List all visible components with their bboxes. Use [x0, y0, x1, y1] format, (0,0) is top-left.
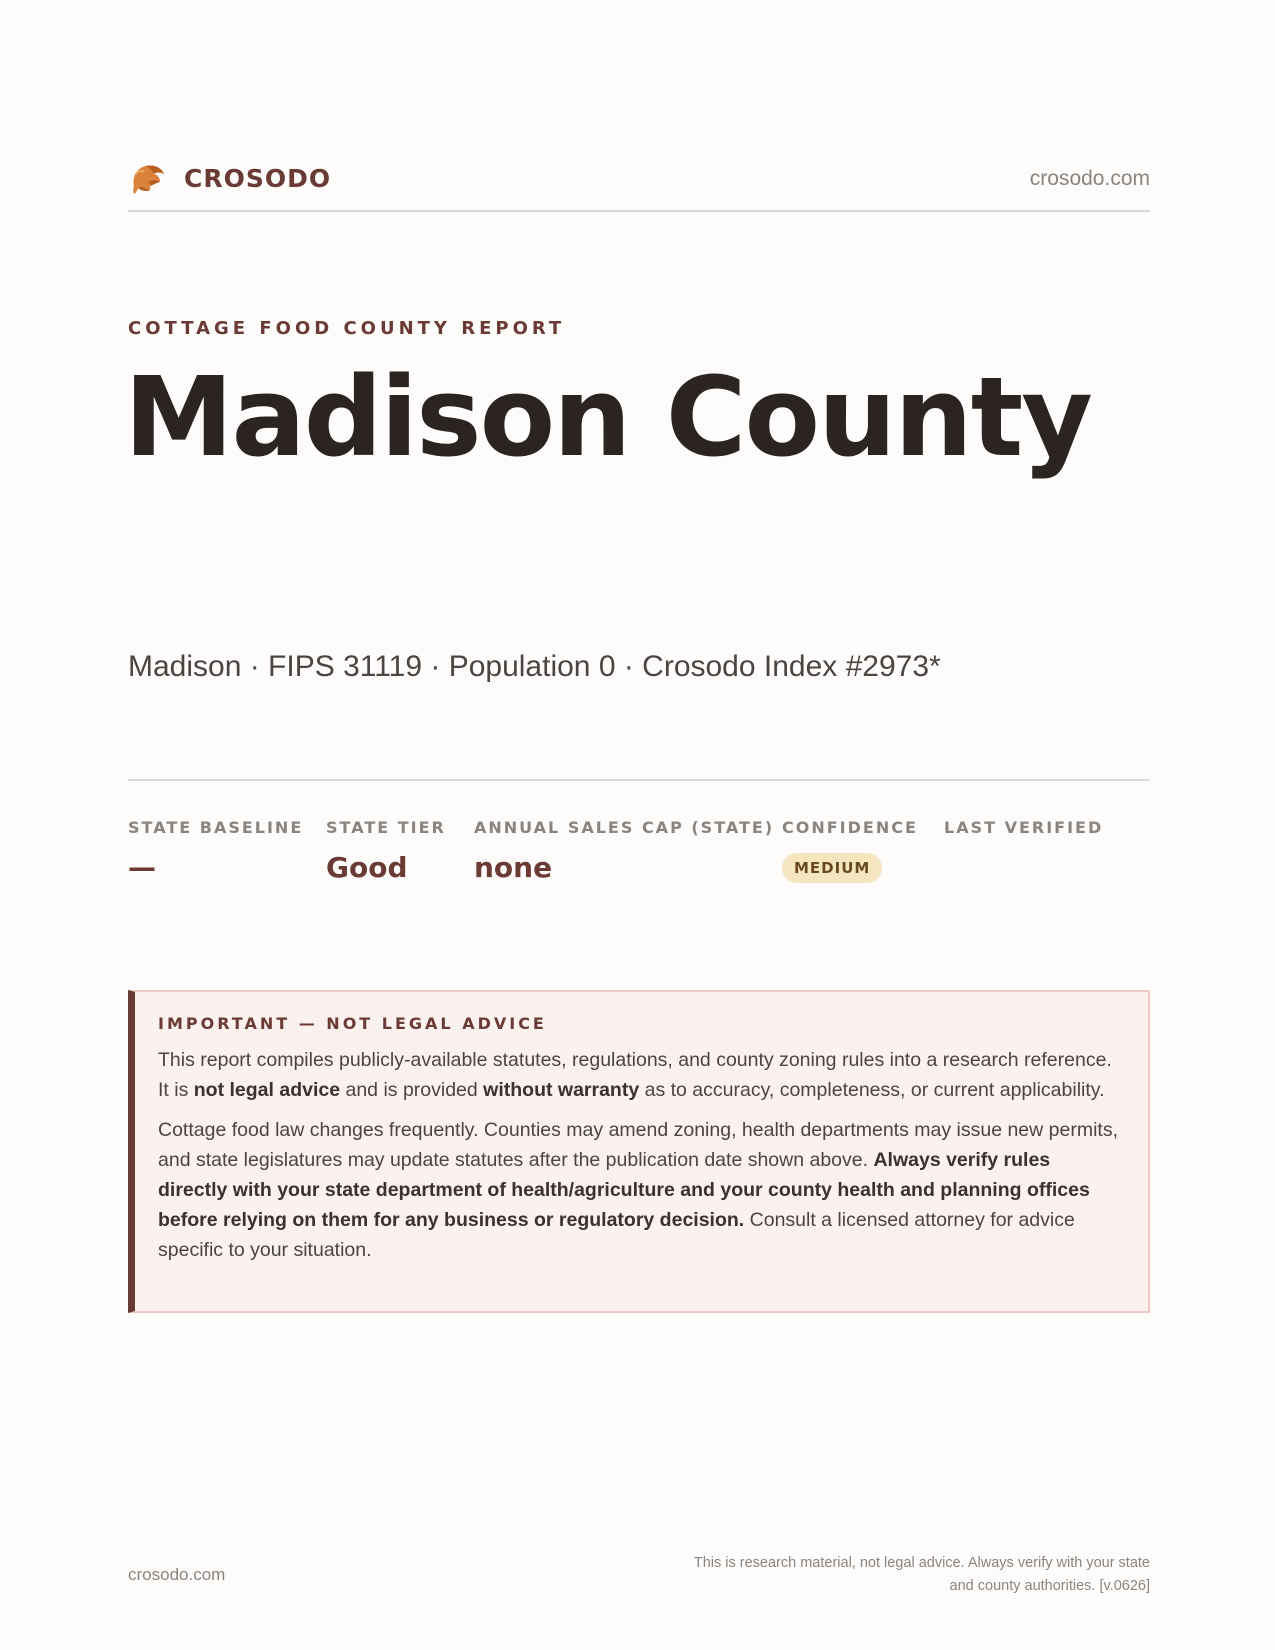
notice-emphasis: not legal advice: [193, 1079, 341, 1101]
notice-emphasis: Always verify rules directly with your state department of health/agriculture and your county health and planning offices before relying on them for any business or regulatory decision.: [158, 1149, 1090, 1231]
stat-label: CONFIDENCE: [782, 818, 918, 837]
page-title: Madison County: [124, 353, 1091, 481]
footer-disclaimer-line: and county authorities. [v.0626]: [949, 1578, 1150, 1594]
stat-annual-sales-cap: [474, 818, 774, 884]
header-divider: [128, 210, 1150, 212]
stats-divider: [128, 779, 1150, 781]
brand[interactable]: [128, 158, 331, 198]
stat-value: —: [128, 851, 156, 884]
stat-label: STATE BASELINE: [128, 818, 304, 837]
report-eyebrow: COTTAGE FOOD COUNTY REPORT: [128, 318, 566, 339]
footer-disclaimer-line: This is research material, not legal advice. Always verify with your state: [693, 1555, 1150, 1571]
croissant-icon: [128, 158, 168, 198]
stat-label: LAST VERIFIED: [944, 818, 1104, 837]
stat-value: Good: [326, 851, 408, 884]
footer-site-url[interactable]: crosodo.com: [128, 1565, 226, 1584]
notice-emphasis: without warranty: [483, 1079, 640, 1101]
legal-notice: [128, 990, 1150, 1313]
stat-state-tier: [326, 818, 446, 884]
page-header: [128, 158, 1150, 204]
notice-text: as to accuracy, completeness, or current applicability.: [639, 1079, 1105, 1101]
stat-value: none: [474, 851, 553, 884]
notice-text: and is provided: [340, 1079, 484, 1101]
notice-paragraph: [158, 1045, 1122, 1105]
brand-name: CROSODO: [184, 163, 332, 193]
notice-heading: IMPORTANT — NOT LEGAL ADVICE: [158, 1014, 547, 1033]
stat-confidence: [782, 818, 918, 883]
report-page: [124, 0, 1150, 1650]
stat-label: ANNUAL SALES CAP (STATE): [474, 818, 775, 837]
stat-last-verified: [944, 818, 1103, 851]
confidence-badge: MEDIUM: [782, 853, 882, 883]
site-url[interactable]: crosodo.com: [1029, 167, 1150, 190]
notice-paragraph: [158, 1115, 1122, 1265]
notice-text: Consult a licensed attorney for advice specific to your situation.: [158, 1209, 1075, 1261]
footer-disclaimer: [630, 1552, 1150, 1598]
stat-label: STATE TIER: [326, 818, 446, 837]
notice-text: This report compiles publicly-available statutes, regulations, and county zoning rules into a research reference. It is: [158, 1049, 1112, 1101]
notice-text: Cottage food law changes frequently. Counties may amend zoning, health departments may issue new permits, and state legislatures may update statutes after the publication date shown above.: [158, 1119, 1118, 1171]
stat-state-baseline: [128, 818, 303, 884]
county-summary-line: Madison · FIPS 31119 · Population 0 · Crosodo Index #2973*: [128, 650, 941, 683]
